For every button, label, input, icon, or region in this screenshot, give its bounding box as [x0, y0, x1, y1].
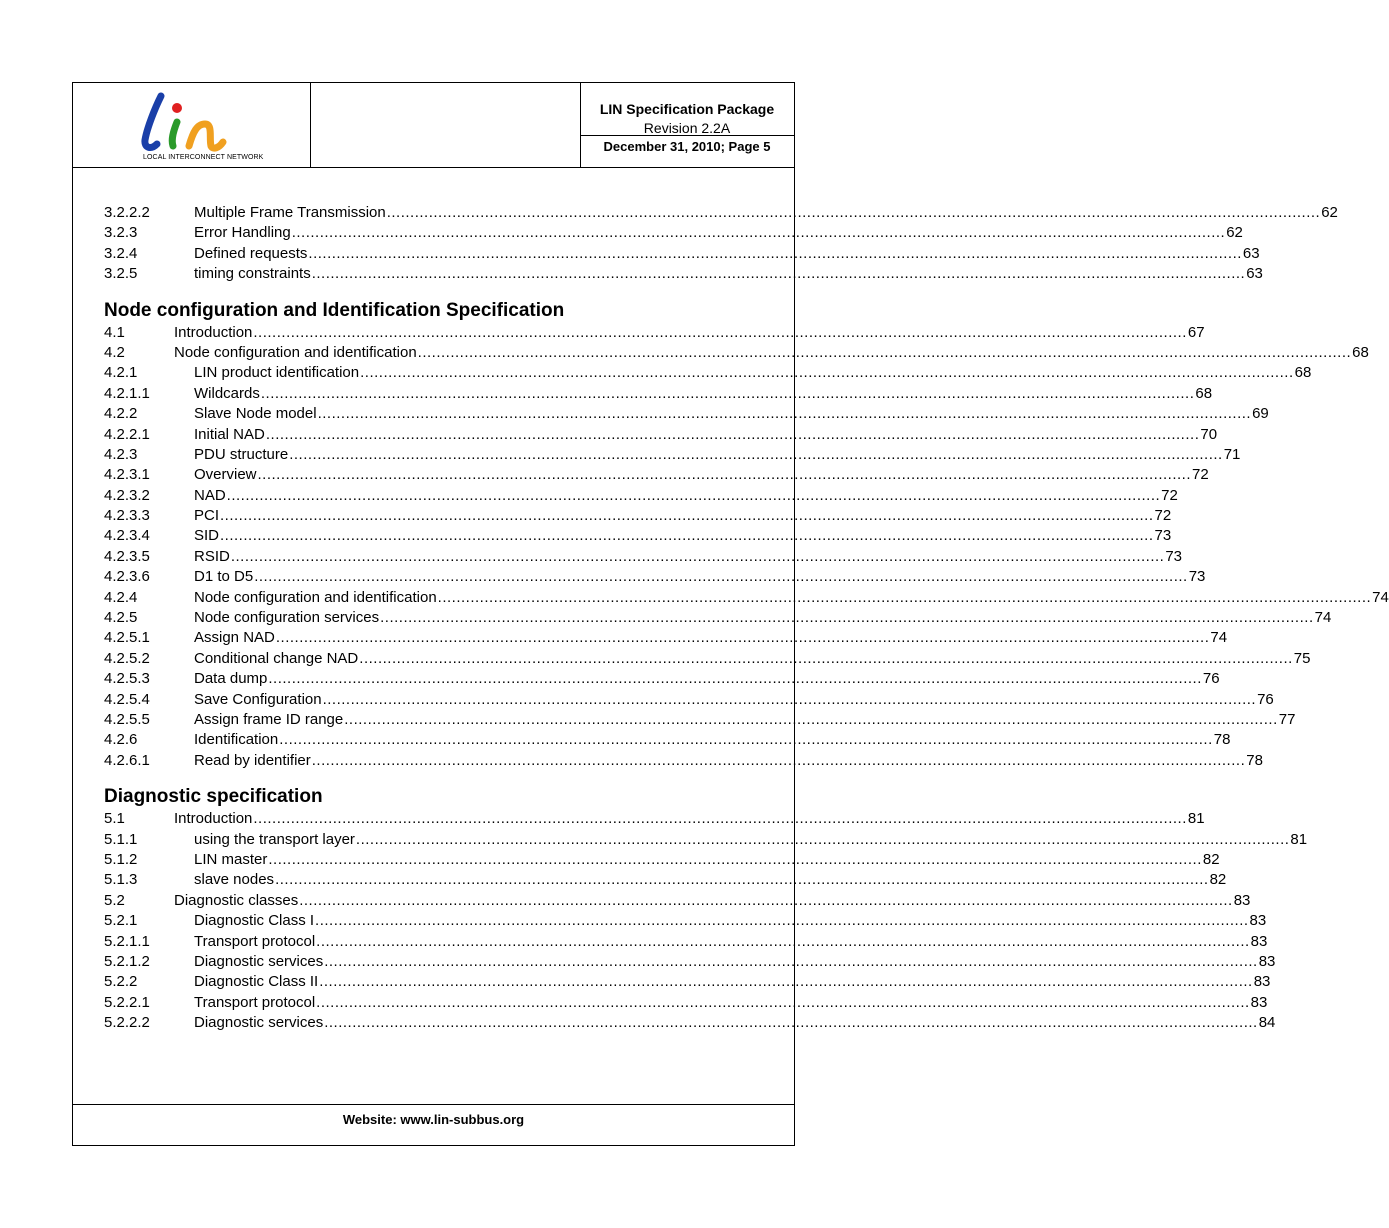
toc-leader-dots: ........................................................................................................................................................................................................ [437, 588, 1372, 606]
section-heading-node-config: Node configuration and Identification Specification [104, 299, 565, 321]
toc-entry-page: 83 [1258, 952, 1276, 970]
toc-leader-dots: ........................................................................................................................................................................................................ [344, 710, 1278, 728]
toc-entry-title: PCI [194, 507, 220, 525]
toc-entry-title: NAD [194, 486, 226, 504]
toc-entry-title: Node configuration services [194, 609, 380, 627]
toc-entry-number: 4.2.1 [104, 364, 138, 382]
toc-entry-page: 71 [1223, 445, 1241, 463]
toc-entry-page: 76 [1202, 670, 1220, 688]
toc-entry-page: 62 [1321, 204, 1338, 221]
toc-entry-number: 4.2.5.3 [104, 670, 150, 688]
toc-leader-dots: ........................................................................................................................................................................................................ [291, 224, 1226, 242]
toc-entry-title: Assign frame ID range [194, 710, 344, 728]
toc-entry[interactable] [104, 952, 1276, 972]
toc-entry[interactable] [104, 323, 1205, 343]
toc-leader-dots: ........................................................................................................................................................................................................ [319, 973, 1253, 991]
toc-entry[interactable] [104, 486, 1178, 506]
toc-entry[interactable] [104, 628, 1228, 648]
toc-entry-page: 68 [1352, 343, 1369, 361]
toc-entry-number: 4.2.3 [104, 445, 138, 463]
toc-entry-number: 5.2.1.1 [104, 932, 150, 950]
toc-entry-number: 4.2.5 [104, 609, 138, 627]
toc-entry-number: 4.2.3.4 [104, 527, 150, 545]
header-divider [580, 135, 794, 136]
toc-entry[interactable] [104, 567, 1206, 587]
toc-entry-page: 82 [1209, 871, 1227, 889]
toc-leader-dots: ........................................................................................................................................................................................................ [275, 871, 1209, 889]
toc-entry-title: Initial NAD [194, 425, 265, 443]
toc-entry[interactable] [104, 343, 1369, 363]
toc-entry-page: 68 [1294, 364, 1312, 382]
toc-entry-number: 4.2.5.4 [104, 690, 150, 708]
toc-leader-dots: ........................................................................................................................................................................................................ [220, 507, 1154, 525]
toc-entry-number: 3.2.2.2 [104, 204, 150, 221]
toc-leader-dots: ........................................................................................................................................................................................................ [289, 445, 1223, 463]
toc-entry-number: 4.2.3.6 [104, 568, 150, 586]
toc-leader-dots: ........................................................................................................................................................................................................ [260, 384, 1195, 402]
lin-logo-icon [133, 88, 253, 154]
toc-entry-title: Transport protocol [194, 993, 316, 1011]
toc-entry-page: 74 [1314, 609, 1332, 627]
toc-entry[interactable] [104, 203, 1338, 223]
toc-leader-dots: ........................................................................................................................................................................................................ [226, 486, 1161, 504]
toc-leader-dots: ........................................................................................................................................................................................................ [268, 670, 1202, 688]
logo-cell [73, 83, 311, 167]
toc-entry-number: 5.1.1 [104, 830, 138, 848]
toc-leader-dots: ........................................................................................................................................................................................................ [257, 466, 1192, 484]
toc-block-2 [104, 323, 1389, 772]
toc-entry-number: 4.2.6 [104, 731, 138, 749]
revision: Revision 2.2A [643, 120, 731, 136]
toc-leader-dots: ........................................................................................................................................................................................................ [253, 323, 1187, 341]
toc-leader-dots: ........................................................................................................................................................................................................ [386, 204, 1321, 221]
toc-entry-number: 5.1.3 [104, 871, 138, 889]
toc-leader-dots: ........................................................................................................................................................................................................ [265, 425, 1200, 443]
toc-entry-title: Assign NAD [194, 629, 275, 647]
toc-entry-page: 73 [1165, 547, 1183, 565]
toc-entry-number: 4.2.2 [104, 405, 138, 423]
logo-caption: LOCAL INTERCONNECT NETWORK [143, 154, 264, 161]
toc-entry-number: 4.2.3.3 [104, 507, 150, 525]
toc-block-1 [104, 203, 1338, 285]
toc-entry-title: Transport protocol [194, 932, 316, 950]
toc-leader-dots: ........................................................................................................................................................................................................ [268, 850, 1202, 868]
toc-entry-number: 3.2.5 [104, 265, 138, 283]
toc-entry[interactable] [104, 506, 1172, 526]
toc-entry-title: Introduction [174, 323, 253, 341]
toc-entry-number: 4.2.4 [104, 588, 138, 606]
toc-leader-dots: ........................................................................................................................................................................................................ [275, 629, 1210, 647]
toc-entry[interactable] [104, 649, 1311, 669]
toc-entry-page: 76 [1257, 690, 1274, 708]
toc-entry-number: 4.2.2.1 [104, 425, 150, 443]
toc-entry-title: D1 to D5 [194, 568, 254, 586]
toc-leader-dots: ........................................................................................................................................................................................................ [359, 649, 1293, 667]
toc-entry-page: 74 [1372, 588, 1389, 606]
toc-entry-number: 5.1 [104, 810, 125, 828]
toc-entry-title: Node configuration and identification [194, 588, 437, 606]
toc-entry-page: 81 [1187, 810, 1205, 828]
section-heading-diagnostic: Diagnostic specification [104, 786, 323, 808]
toc-entry-title: Overview [194, 466, 257, 484]
table-of-contents [104, 203, 1389, 1033]
toc-entry-title: Diagnostic classes [174, 891, 299, 909]
toc-entry-title: Multiple Frame Transmission [194, 204, 386, 221]
toc-entry-page: 81 [1290, 830, 1308, 848]
toc-entry[interactable] [104, 547, 1183, 567]
toc-entry-page: 74 [1210, 629, 1228, 647]
toc-leader-dots: ........................................................................................................................................................................................................ [316, 932, 1250, 950]
toc-leader-dots: ........................................................................................................................................................................................................ [324, 1014, 1258, 1032]
toc-entry-number: 4.2.3.1 [104, 466, 150, 484]
toc-entry-page: 78 [1246, 751, 1263, 769]
toc-leader-dots: ........................................................................................................................................................................................................ [317, 405, 1252, 423]
toc-entry-page: 83 [1233, 891, 1251, 909]
toc-entry-title: Slave Node model [194, 405, 317, 423]
toc-leader-dots: ........................................................................................................................................................................................................ [230, 547, 1165, 565]
toc-entry[interactable] [104, 911, 1267, 931]
toc-leader-dots: ........................................................................................................................................................................................................ [311, 265, 1246, 283]
toc-entry-number: 5.2.2.1 [104, 993, 150, 1011]
toc-entry-page: 73 [1188, 568, 1206, 586]
toc-entry[interactable] [104, 363, 1312, 383]
toc-entry-page: 83 [1253, 973, 1271, 991]
toc-leader-dots: ........................................................................................................................................................................................................ [380, 609, 1314, 627]
toc-entry[interactable] [104, 526, 1172, 546]
toc-entry-number: 5.2.2.2 [104, 1014, 150, 1032]
toc-entry-title: using the transport layer [194, 830, 355, 848]
toc-entry-title: Diagnostic Class I [194, 912, 315, 930]
toc-entry-number: 4.2.6.1 [104, 751, 150, 769]
toc-entry-page: 75 [1293, 649, 1311, 667]
toc-entry[interactable] [104, 690, 1274, 710]
toc-entry-title: Data dump [194, 670, 268, 688]
toc-entry-number: 4.2.3.5 [104, 547, 150, 565]
toc-leader-dots: ........................................................................................................................................................................................................ [355, 830, 1290, 848]
toc-entry-title: Introduction [174, 810, 253, 828]
toc-entry[interactable] [104, 465, 1209, 485]
toc-entry-number: 4.2.3.2 [104, 486, 150, 504]
toc-entry-title: Diagnostic services [194, 1014, 324, 1032]
toc-entry-number: 4.2 [104, 343, 125, 361]
toc-entry-page: 83 [1249, 912, 1267, 930]
toc-entry-number: 4.2.5.1 [104, 629, 150, 647]
toc-entry[interactable] [104, 809, 1205, 829]
toc-entry-page: 63 [1246, 265, 1263, 283]
toc-entry[interactable] [104, 244, 1260, 264]
toc-leader-dots: ........................................................................................................................................................................................................ [299, 891, 1233, 909]
website-link[interactable]: Website: www.lin-subbus.org [342, 1112, 525, 1127]
toc-entry-number: 5.2.1 [104, 912, 138, 930]
toc-block-3 [104, 809, 1308, 1033]
toc-entry-title: Node configuration and identification [174, 343, 417, 361]
toc-entry-page: 72 [1192, 466, 1209, 484]
toc-entry[interactable] [104, 1013, 1276, 1033]
toc-entry-number: 5.2.2 [104, 973, 138, 991]
toc-entry-number: 4.2.5.2 [104, 649, 150, 667]
toc-entry[interactable] [104, 993, 1268, 1013]
toc-entry[interactable] [104, 223, 1243, 243]
toc-entry-page: 73 [1154, 527, 1172, 545]
toc-entry-title: slave nodes [194, 871, 275, 889]
toc-entry-title: Wildcards [194, 384, 260, 402]
toc-entry[interactable] [104, 891, 1251, 911]
toc-entry-title: Defined requests [194, 244, 308, 262]
toc-entry-page: 83 [1250, 993, 1268, 1011]
toc-entry-page: 68 [1195, 384, 1213, 402]
toc-entry-number: 4.2.5.5 [104, 710, 150, 728]
toc-entry-title: RSID [194, 547, 230, 565]
header-info-cell [580, 83, 794, 167]
toc-entry-page: 69 [1252, 405, 1269, 423]
toc-entry-page: 84 [1258, 1014, 1276, 1032]
spec-title: LIN Specification Package [599, 101, 775, 117]
toc-entry[interactable] [104, 972, 1271, 992]
toc-entry-title: timing constraints [194, 265, 311, 283]
toc-leader-dots: ........................................................................................................................................................................................................ [254, 568, 1188, 586]
toc-entry[interactable] [104, 445, 1241, 465]
toc-entry-title: SID [194, 527, 220, 545]
toc-leader-dots: ........................................................................................................................................................................................................ [315, 912, 1249, 930]
toc-entry[interactable] [104, 264, 1263, 284]
toc-entry-number: 5.2 [104, 891, 125, 909]
toc-entry-title: LIN master [194, 850, 268, 868]
toc-entry[interactable] [104, 830, 1308, 850]
toc-entry-page: 62 [1226, 224, 1243, 242]
toc-entry-page: 72 [1161, 486, 1178, 504]
toc-entry-title: Error Handling [194, 224, 291, 242]
toc-entry[interactable] [104, 730, 1231, 750]
header-blank-cell [310, 83, 581, 167]
toc-entry-title: Conditional change NAD [194, 649, 359, 667]
toc-entry-title: PDU structure [194, 445, 289, 463]
toc-entry-number: 4.1 [104, 323, 125, 341]
toc-entry[interactable] [104, 425, 1218, 445]
toc-leader-dots: ........................................................................................................................................................................................................ [308, 244, 1242, 262]
toc-entry-page: 78 [1213, 731, 1231, 749]
toc-entry-number: 3.2.4 [104, 244, 138, 262]
toc-leader-dots: ........................................................................................................................................................................................................ [360, 364, 1294, 382]
toc-entry-title: LIN product identification [194, 364, 360, 382]
toc-leader-dots: ........................................................................................................................................................................................................ [316, 993, 1250, 1011]
toc-entry-title: Save Configuration [194, 690, 322, 708]
toc-leader-dots: ........................................................................................................................................................................................................ [417, 343, 1352, 361]
toc-leader-dots: ........................................................................................................................................................................................................ [322, 690, 1257, 708]
toc-entry-page: 67 [1187, 323, 1205, 341]
toc-entry-title: Read by identifier [194, 751, 311, 769]
toc-entry-number: 5.2.1.2 [104, 952, 150, 970]
toc-leader-dots: ........................................................................................................................................................................................................ [253, 810, 1187, 828]
page-footer [73, 1104, 794, 1145]
date-page: December 31, 2010; Page 5 [603, 139, 771, 154]
toc-entry-page: 63 [1242, 244, 1260, 262]
toc-leader-dots: ........................................................................................................................................................................................................ [279, 731, 1213, 749]
toc-entry[interactable] [104, 850, 1220, 870]
toc-entry-title: Diagnostic Class II [194, 973, 319, 991]
page-header [73, 83, 794, 168]
toc-entry-page: 70 [1200, 425, 1218, 443]
toc-entry-number: 4.2.1.1 [104, 384, 150, 402]
toc-entry[interactable] [104, 751, 1263, 771]
toc-entry[interactable] [104, 384, 1213, 404]
toc-entry-page: 72 [1154, 507, 1172, 525]
toc-entry[interactable] [104, 932, 1268, 952]
toc-entry[interactable] [104, 588, 1389, 608]
toc-entry[interactable] [104, 404, 1269, 424]
toc-entry-page: 82 [1202, 850, 1220, 868]
toc-entry[interactable] [104, 710, 1296, 730]
toc-leader-dots: ........................................................................................................................................................................................................ [311, 751, 1246, 769]
toc-entry-number: 5.1.2 [104, 850, 138, 868]
toc-entry[interactable] [104, 608, 1332, 628]
toc-entry-title: Diagnostic services [194, 952, 324, 970]
toc-entry[interactable] [104, 870, 1227, 890]
toc-leader-dots: ........................................................................................................................................................................................................ [324, 952, 1258, 970]
toc-entry-title: Identification [194, 731, 279, 749]
toc-entry-page: 77 [1278, 710, 1296, 728]
toc-entry-number: 3.2.3 [104, 224, 138, 242]
toc-entry-page: 83 [1250, 932, 1268, 950]
toc-leader-dots: ........................................................................................................................................................................................................ [220, 527, 1154, 545]
toc-entry[interactable] [104, 669, 1220, 689]
